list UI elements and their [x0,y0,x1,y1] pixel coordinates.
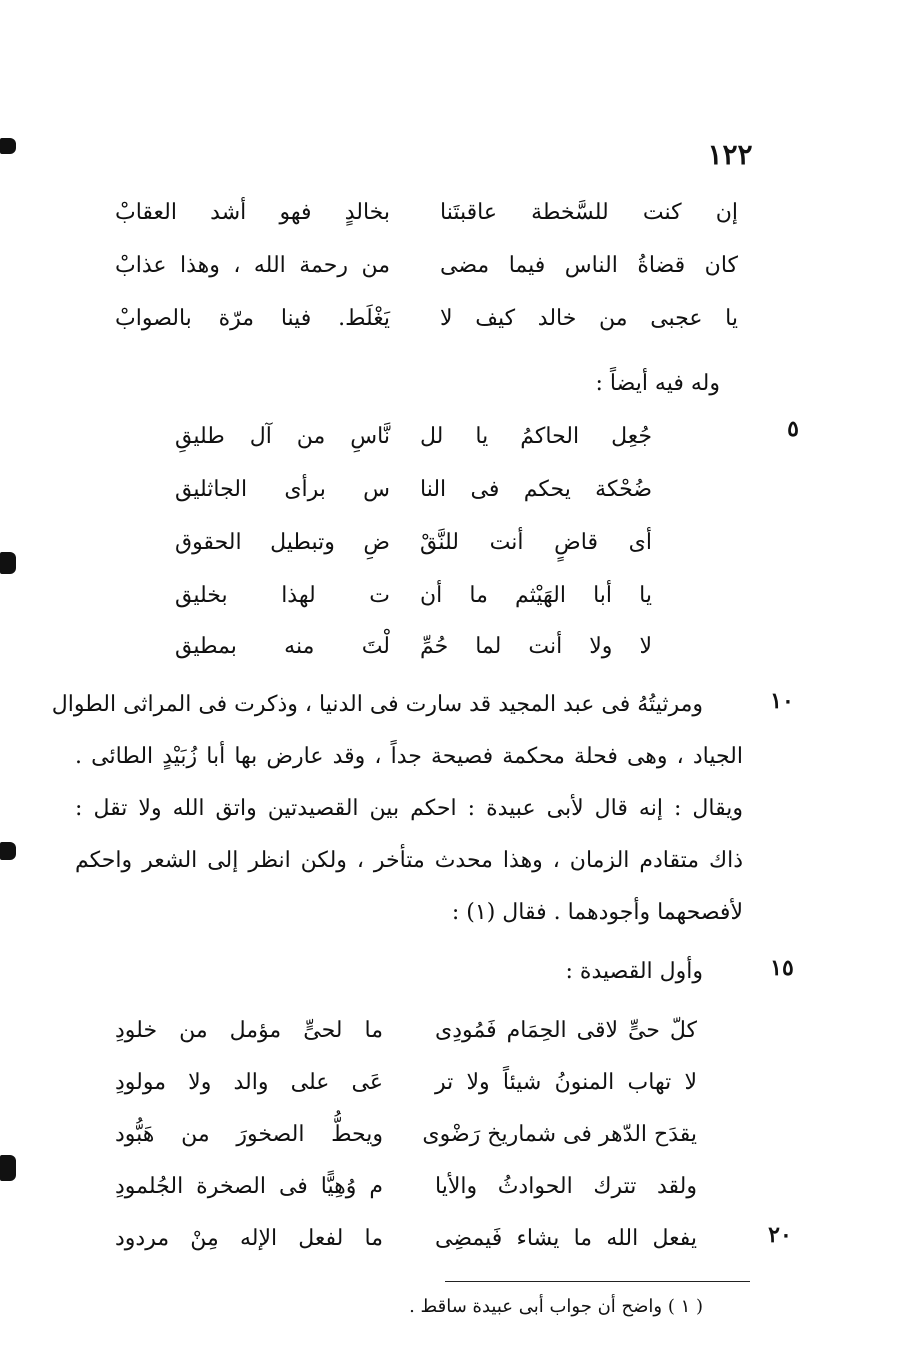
prose-line: ذاك متقادم الزمان ، وهذا محدث متأخر ، ولكن انظر إلى الشعر واحكم [75,848,743,873]
verse-12-first-hemistich: ولقد تترك الحوادثُ والأيا [435,1174,697,1199]
verse-4-first-hemistich: جُعِل الحاكمُ يا لل [420,424,652,449]
verse-1-second-hemistich: بخالدٍ فهو أشد العقابْ [115,200,390,225]
scan-edge-mark [0,842,16,860]
verse-3-first-hemistich: يا عجبى من خالد كيف لا [440,306,738,331]
scan-edge-mark [0,552,16,574]
verse-7-second-hemistich: ت لهذا بخليق [175,583,390,608]
verse-4-second-hemistich: نَّاسِ من آل طليقِ [175,424,390,449]
prose-line: ويقال : إنه قال لأبى عبيدة : احكم بين القصيدتين واتق الله ولا تقل : [75,796,743,821]
scan-edge-mark [0,1155,16,1181]
verse-2-first-hemistich: كان قضاةُ الناس فيما مضى [440,253,738,278]
footnote: ( ١ ) واضح أن جواب أبى عبيدة ساقط . [409,1296,703,1317]
verse-13-second-hemistich: ما لفعل الإله مِنْ مردود [115,1226,383,1251]
verse-12-second-hemistich: م وُهِيًّا فى الصخرة الجُلمودِ [115,1174,383,1199]
verse-6-second-hemistich: ضِ وتبطيل الحقوق [175,530,390,555]
verse-3-second-hemistich: يَغْلَط. فينا مرّة بالصوابْ [115,306,390,331]
verse-5-second-hemistich: س برأى الجاثليق [175,477,390,502]
verse-11-first-hemistich: يقدَح الدّهر فى شماريخ رَضْوى [422,1122,697,1147]
section-intro: وأول القصيدة : [565,959,703,984]
verse-6-first-hemistich: أى قاضٍ أنت للنَّقْ [420,530,652,555]
verse-10-first-hemistich: لا تهاب المنونُ شيئاً ولا تر [435,1070,697,1095]
verse-5-first-hemistich: ضُحْكة يحكم فى النا [420,477,652,502]
verse-8-second-hemistich: لْتَ منه بمطيق [175,634,390,659]
section-intro: وله فيه أيضاً : [595,371,720,396]
line-number: ١٠ [770,688,794,714]
verse-11-second-hemistich: ويحطُّ الصخورَ من هَبُّود [115,1122,383,1147]
verse-7-first-hemistich: يا أبا الهَيْثم ما أن [420,583,652,608]
footnote-rule [445,1281,750,1282]
verse-10-second-hemistich: عَى على والد ولا مولودِ [115,1070,383,1095]
verse-9-second-hemistich: ما لحىٍّ مؤمل من خلودِ [115,1018,383,1043]
verse-1-first-hemistich: إن كنت للسَّخطة عاقبتَنا [440,200,738,225]
verse-13-first-hemistich: يفعل الله ما يشاء فَيمضِى [435,1226,697,1251]
prose-line: ومرثيتُهُ فى عبد المجيد قد سارت فى الدنيا ، وذكرت فى المراثى الطوال [51,692,703,717]
scan-edge-mark [0,138,16,154]
verse-2-second-hemistich: من رحمة الله ، وهذا عذابْ [115,253,390,278]
line-number: ٥ [787,416,799,442]
line-number: ٢٠ [768,1222,792,1248]
prose-line: الجياد ، وهى فحلة محكمة فصيحة جداً ، وقد عارض بها أبا زُبَيْدٍ الطائى . [75,744,743,769]
prose-line: لأفصحهما وأجودهما . فقال (١) : [451,900,743,925]
verse-8-first-hemistich: لا ولا أنت لما حُمِّ [420,634,652,659]
line-number: ١٥ [770,955,794,981]
verse-9-first-hemistich: كلّ حىٍّ لاقى الحِمَام فَمُودِى [435,1018,697,1043]
page-number: ١٢٢ [707,138,753,171]
